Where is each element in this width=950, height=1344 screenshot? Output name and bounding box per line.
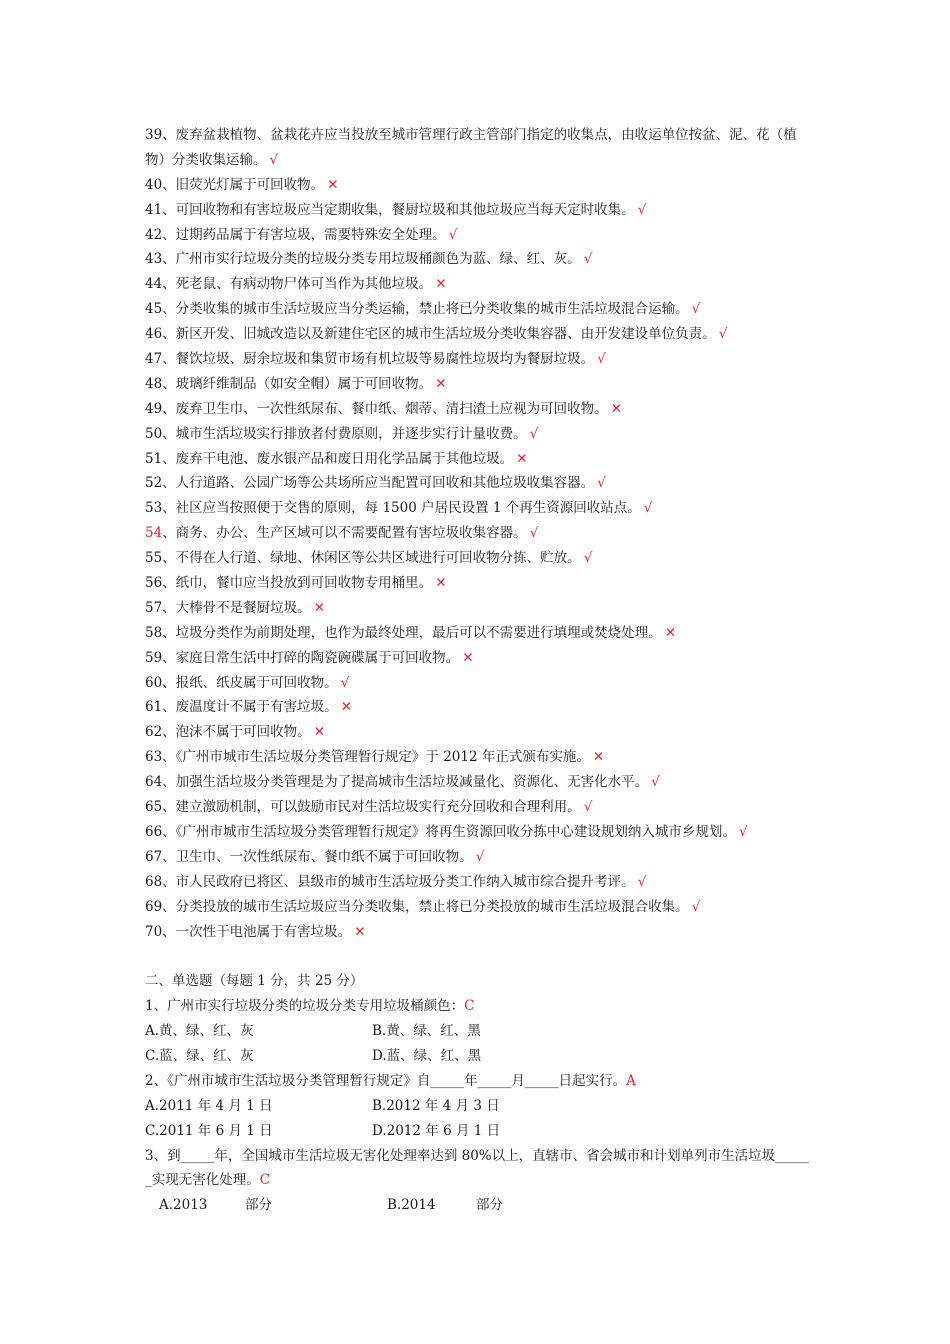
tf-item xyxy=(145,920,825,945)
item-text: 59、家庭日常生活中打碎的陶瓷碗碟属于可回收物。 xyxy=(145,649,460,666)
tf-item xyxy=(145,223,825,248)
option-d: D.2012 年 6 月 1 日 xyxy=(372,1122,501,1139)
question-1 xyxy=(145,994,825,1019)
check-mark-icon: √ xyxy=(643,500,653,517)
option-c: C.蓝、绿、红、灰 xyxy=(145,1047,254,1064)
item-text: 51、废弃干电池、废水银产品和废日用化学品属于其他垃圾。 xyxy=(145,450,514,467)
tf-item xyxy=(145,571,825,596)
check-mark-icon: √ xyxy=(597,351,606,368)
option-a: A.黄、绿、红、灰 xyxy=(145,1023,254,1040)
option-b: B.2014 xyxy=(387,1197,436,1214)
answer-mark: C xyxy=(259,1172,271,1189)
item-text: 63、《广州市城市生活垃圾分类管理暂行规定》于 2012 年正式颁布实施。 xyxy=(145,749,590,766)
tf-item xyxy=(145,397,825,422)
item-text: 68、市人民政府已将区、县级市的城市生活垃圾分类工作纳入城市综合提升考评。 xyxy=(145,873,635,890)
options-row xyxy=(145,1019,825,1044)
option-a-text: 部分 xyxy=(245,1197,272,1214)
tf-item xyxy=(145,521,825,546)
item-text: 53、社区应当按照便于交售的原则，每 1500 户居民设置 1 个再生资源回收站点。 xyxy=(145,500,641,517)
cross-mark-icon: ✕ xyxy=(354,923,366,940)
tf-item xyxy=(145,322,825,347)
check-mark-icon: √ xyxy=(691,898,701,915)
item-text: 、商务、办公、生产区域可以不需要配置有害垃圾收集容器。 xyxy=(162,525,527,542)
check-mark-icon: √ xyxy=(691,301,701,318)
tf-item xyxy=(145,770,825,795)
tf-item xyxy=(145,671,825,696)
check-mark-icon: √ xyxy=(340,674,350,691)
tf-item xyxy=(145,621,825,646)
check-mark-icon: √ xyxy=(637,201,647,218)
item-text: 55、不得在人行道、绿地、休闲区等公共区域进行可回收物分拣、贮放。 xyxy=(145,550,581,567)
tf-item xyxy=(145,695,825,720)
question-text: 1、广州市实行垃圾分类的垃圾分类专用垃圾桶颜色： xyxy=(145,998,465,1015)
cross-mark-icon: ✕ xyxy=(435,276,447,293)
check-mark-icon: √ xyxy=(448,226,458,243)
item-text: 41、可回收物和有害垃圾应当定期收集，餐厨垃圾和其他垃圾应当每天定时收集。 xyxy=(145,201,635,218)
option-b-text: 部分 xyxy=(476,1197,503,1214)
item-text: 44、死老鼠、有病动物尸体可当作为其他垃圾。 xyxy=(145,276,433,293)
tf-item xyxy=(145,745,825,770)
item-text: 62、泡沫不属于可回收物。 xyxy=(145,724,311,741)
item-text: 61、废温度计不属于有害垃圾。 xyxy=(145,699,338,716)
cross-mark-icon: ✕ xyxy=(592,749,605,766)
item-text: 69、分类投放的城市生活垃圾应当分类收集，禁止将已分类投放的城市生活垃圾混合收集。 xyxy=(145,898,689,915)
tf-item xyxy=(145,820,825,845)
answer-mark: A xyxy=(626,1072,636,1089)
cross-mark-icon: ✕ xyxy=(435,375,447,392)
tf-item xyxy=(145,297,825,322)
option-b: B.2012 年 4 月 3 日 xyxy=(372,1097,500,1114)
options-row xyxy=(145,1044,825,1069)
item-text: 50、城市生活垃圾实行排放者付费原则，并逐步实行计量收费。 xyxy=(145,425,527,442)
question-2 xyxy=(145,1069,825,1094)
options-row xyxy=(145,1094,825,1119)
tf-item xyxy=(145,422,825,447)
option-a: A.2013 xyxy=(159,1197,208,1214)
item-text: 43、广州市实行垃圾分类的垃圾分类专用垃圾桶颜色为蓝、绿、红、灰。 xyxy=(145,251,581,268)
check-mark-icon: √ xyxy=(583,251,593,268)
item-text: 67、卫生巾、一次性纸尿布、餐巾纸不属于可回收物。 xyxy=(145,848,473,865)
tf-item xyxy=(145,546,825,571)
tf-item xyxy=(145,347,825,372)
check-mark-icon: √ xyxy=(738,823,748,840)
item-text: 64、加强生活垃圾分类管理是为了提高城市生活垃圾减量化、资源化、无害化水平。 xyxy=(145,774,649,791)
item-text: 58、垃圾分类作为前期处理，也作为最终处理，最后可以不需要进行填埋或焚烧处理。 xyxy=(145,624,662,641)
question-text: 2、《广州市城市生活垃圾分类管理暂行规定》自_____年_____月_____日起实行。 xyxy=(145,1072,627,1089)
tf-item xyxy=(145,198,825,223)
check-mark-icon: √ xyxy=(475,848,485,865)
cross-mark-icon: ✕ xyxy=(327,176,339,193)
cross-mark-icon: ✕ xyxy=(610,400,622,417)
answer-mark: C xyxy=(464,998,475,1015)
item-text: 70、一次性干电池属于有害垃圾。 xyxy=(145,923,352,940)
options-row xyxy=(145,1119,825,1144)
cross-mark-icon: ✕ xyxy=(313,599,325,616)
question-3 xyxy=(145,1144,825,1169)
item-text: 40、旧荧光灯属于可回收物。 xyxy=(145,176,325,193)
tf-item xyxy=(145,870,825,895)
tf-item xyxy=(145,845,825,870)
tf-item xyxy=(145,795,825,820)
option-c: C.2011 年 6 月 1 日 xyxy=(145,1122,273,1139)
tf-item xyxy=(145,471,825,496)
tf-item xyxy=(145,895,825,920)
check-mark-icon: √ xyxy=(583,799,593,816)
question-text: 3、到_____年，全国城市生活垃圾无害化处理率达到 80%以上，直辖市、省会城市和计划单列市生活垃圾_____ xyxy=(145,1147,809,1164)
item-number: 54 xyxy=(145,525,163,542)
tf-item xyxy=(145,646,825,671)
tf-item xyxy=(145,720,825,745)
options-row xyxy=(145,1193,825,1218)
item-text: 45、分类收集的城市生活垃圾应当分类运输，禁止将已分类收集的城市生活垃圾混合运输。 xyxy=(145,301,689,318)
tf-item xyxy=(145,596,825,621)
item-text: 56、纸巾，餐巾应当投放到可回收物专用桶里。 xyxy=(145,575,433,592)
true-false-list xyxy=(145,123,825,944)
item-text: 46、新区开发、旧城改造以及新建住宅区的城市生活垃圾分类收集容器、由开发建设单位负责。 xyxy=(145,326,716,343)
tf-item xyxy=(145,272,825,297)
quiz-content xyxy=(145,123,825,1218)
check-mark-icon: √ xyxy=(718,326,728,343)
item-text: 52、人行道路、公园广场等公共场所应当配置可回收和其他垃圾收集容器。 xyxy=(145,475,595,492)
check-mark-icon: √ xyxy=(529,525,539,542)
item-text: 49、废弃卫生巾、一次性纸尿布、餐巾纸、烟蒂、清扫渣土应视为可回收物。 xyxy=(145,400,608,417)
check-mark-icon: √ xyxy=(583,550,593,567)
item-text: 57、大棒骨不是餐厨垃圾。 xyxy=(145,599,311,616)
tf-item xyxy=(145,496,825,521)
item-text: 物）分类收集运输。 xyxy=(145,151,267,168)
item-text: 65、建立激励机制，可以鼓励市民对生活垃圾实行充分回收和合理利用。 xyxy=(145,799,581,816)
section-heading: 二、单选题（每题 1 分，共 25 分） xyxy=(145,973,364,990)
tf-item xyxy=(145,447,825,472)
section-gap xyxy=(145,944,825,969)
cross-mark-icon: ✕ xyxy=(340,699,352,716)
question-text: _实现无害化处理。 xyxy=(145,1172,260,1189)
check-mark-icon: √ xyxy=(597,475,606,492)
tf-item xyxy=(145,173,825,198)
cross-mark-icon: ✕ xyxy=(664,624,676,641)
tf-item xyxy=(145,247,825,272)
option-b: B.黄、绿、红、黑 xyxy=(372,1023,481,1040)
option-d: D.蓝、绿、红、黑 xyxy=(372,1047,482,1064)
check-mark-icon: √ xyxy=(269,151,279,168)
cross-mark-icon: ✕ xyxy=(462,649,474,666)
item-text: 39、废弃盆栽植物、盆栽花卉应当投放至城市管理行政主管部门指定的收集点，由收运单位按盆、泥、花（植 xyxy=(145,127,797,143)
check-mark-icon: √ xyxy=(651,774,660,791)
item-text: 60、报纸、纸皮属于可回收物。 xyxy=(145,674,338,691)
item-text: 48、玻璃纤维制品（如安全帽）属于可回收物。 xyxy=(145,375,433,392)
question-3-cont xyxy=(145,1168,825,1193)
option-a: A.2011 年 4 月 1 日 xyxy=(145,1097,273,1114)
cross-mark-icon: ✕ xyxy=(313,724,325,741)
check-mark-icon: √ xyxy=(637,873,647,890)
tf-item xyxy=(145,148,825,173)
check-mark-icon: √ xyxy=(529,425,539,442)
cross-mark-icon: ✕ xyxy=(435,575,447,592)
item-text: 42、过期药品属于有害垃圾，需要特殊安全处理。 xyxy=(145,226,446,243)
item-text: 66、《广州市城市生活垃圾分类管理暂行规定》将再生资源回收分拣中心建设规划纳入城市乡规划。 xyxy=(145,823,736,840)
tf-item xyxy=(145,372,825,397)
tf-item xyxy=(145,123,825,148)
cross-mark-icon: ✕ xyxy=(516,450,528,467)
item-text: 47、餐饮垃圾、厨余垃圾和集贸市场有机垃圾等易腐性垃圾均为餐厨垃圾。 xyxy=(145,351,595,368)
